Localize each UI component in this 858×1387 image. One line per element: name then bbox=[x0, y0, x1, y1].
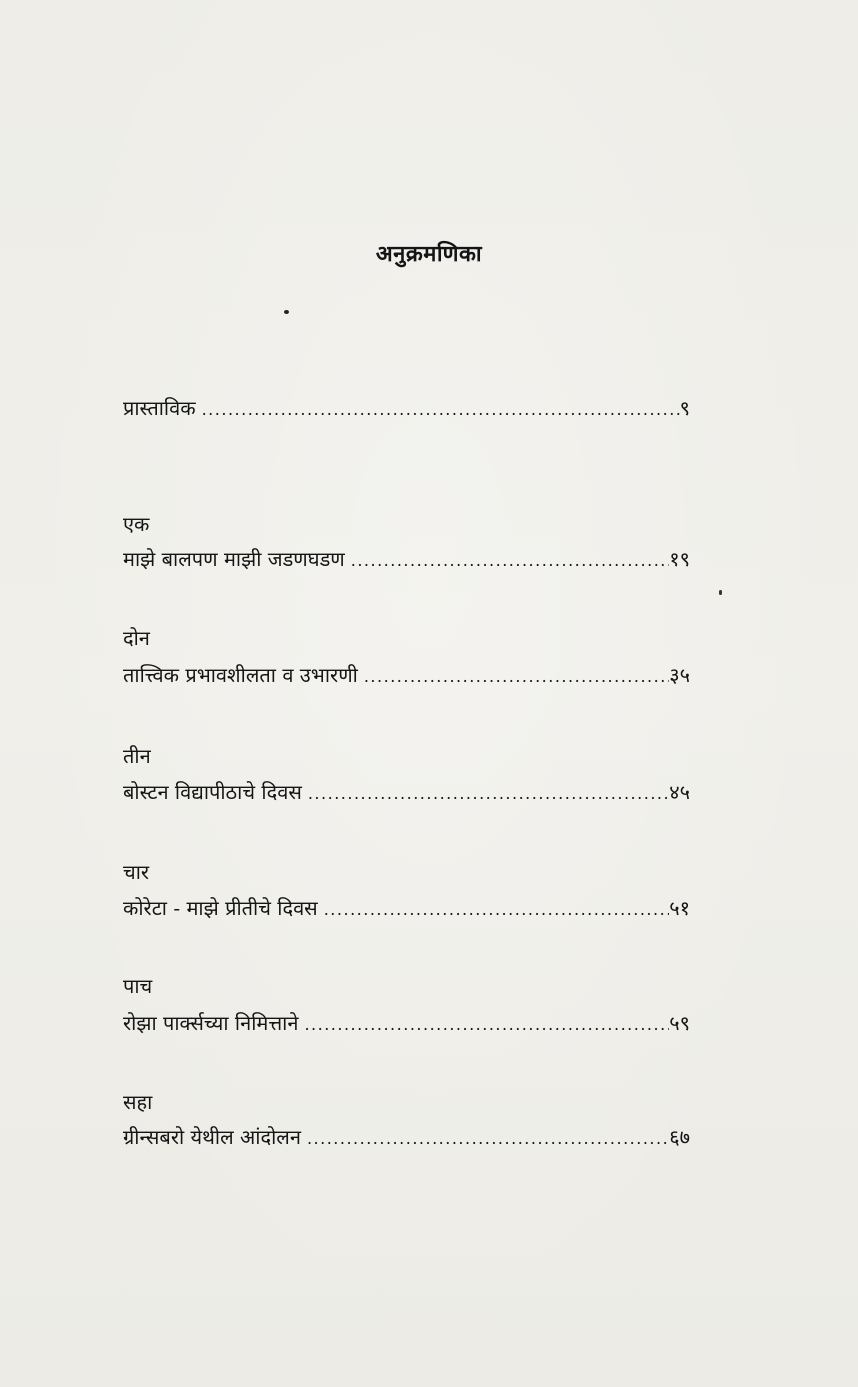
toc-entry-chapter-2 bbox=[123, 662, 690, 690]
toc-entry-page: ६७ bbox=[669, 1125, 690, 1149]
chapter-label: चार bbox=[123, 860, 150, 884]
toc-entry-page: ५९ bbox=[669, 1011, 690, 1035]
dot-leader bbox=[202, 397, 680, 423]
toc-entry-page: ३५ bbox=[669, 663, 690, 687]
dot-leader bbox=[364, 664, 669, 690]
toc-entry-chapter-4 bbox=[123, 895, 690, 923]
toc-entry-title: तात्त्विक प्रभावशीलता व उभारणी bbox=[123, 663, 358, 687]
toc-entry-title: बोस्टन विद्यापीठाचे दिवस bbox=[123, 780, 302, 804]
dot-leader bbox=[351, 548, 669, 574]
page-heading: अनुक्रमणिका bbox=[375, 241, 483, 267]
dot-leader bbox=[308, 781, 669, 807]
toc-entry-page: ५१ bbox=[669, 896, 690, 920]
toc-entry-page: ४५ bbox=[669, 780, 690, 804]
toc-entry-title: कोरेटा - माझे प्रीतीचे दिवस bbox=[123, 896, 318, 920]
chapter-label: सहा bbox=[123, 1090, 153, 1114]
toc-entry-chapter-1 bbox=[123, 546, 690, 574]
toc-entry-chapter-5 bbox=[123, 1010, 690, 1038]
toc-entry-title: रोझा पार्क्सच्या निमित्ताने bbox=[123, 1011, 299, 1035]
dot-leader bbox=[307, 1126, 669, 1152]
ink-dot bbox=[284, 310, 289, 314]
toc-entry-title: माझे बालपण माझी जडणघडण bbox=[123, 547, 345, 571]
toc-entry-intro bbox=[123, 395, 690, 423]
toc-entry-page: ९ bbox=[679, 396, 690, 420]
toc-entry-title: प्रास्ताविक bbox=[123, 396, 196, 420]
dot-leader bbox=[324, 897, 669, 923]
chapter-label: पाच bbox=[123, 974, 153, 998]
ink-speck bbox=[719, 590, 722, 595]
toc-entry-page: १९ bbox=[669, 547, 690, 571]
toc-entry-chapter-3 bbox=[123, 779, 690, 807]
toc-entry-title: ग्रीन्सबरो येथील आंदोलन bbox=[123, 1125, 301, 1149]
chapter-label: दोन bbox=[123, 626, 150, 650]
dot-leader bbox=[304, 1012, 669, 1038]
toc-entry-chapter-6 bbox=[123, 1124, 690, 1152]
chapter-label: तीन bbox=[123, 744, 151, 768]
chapter-label: एक bbox=[123, 512, 150, 536]
